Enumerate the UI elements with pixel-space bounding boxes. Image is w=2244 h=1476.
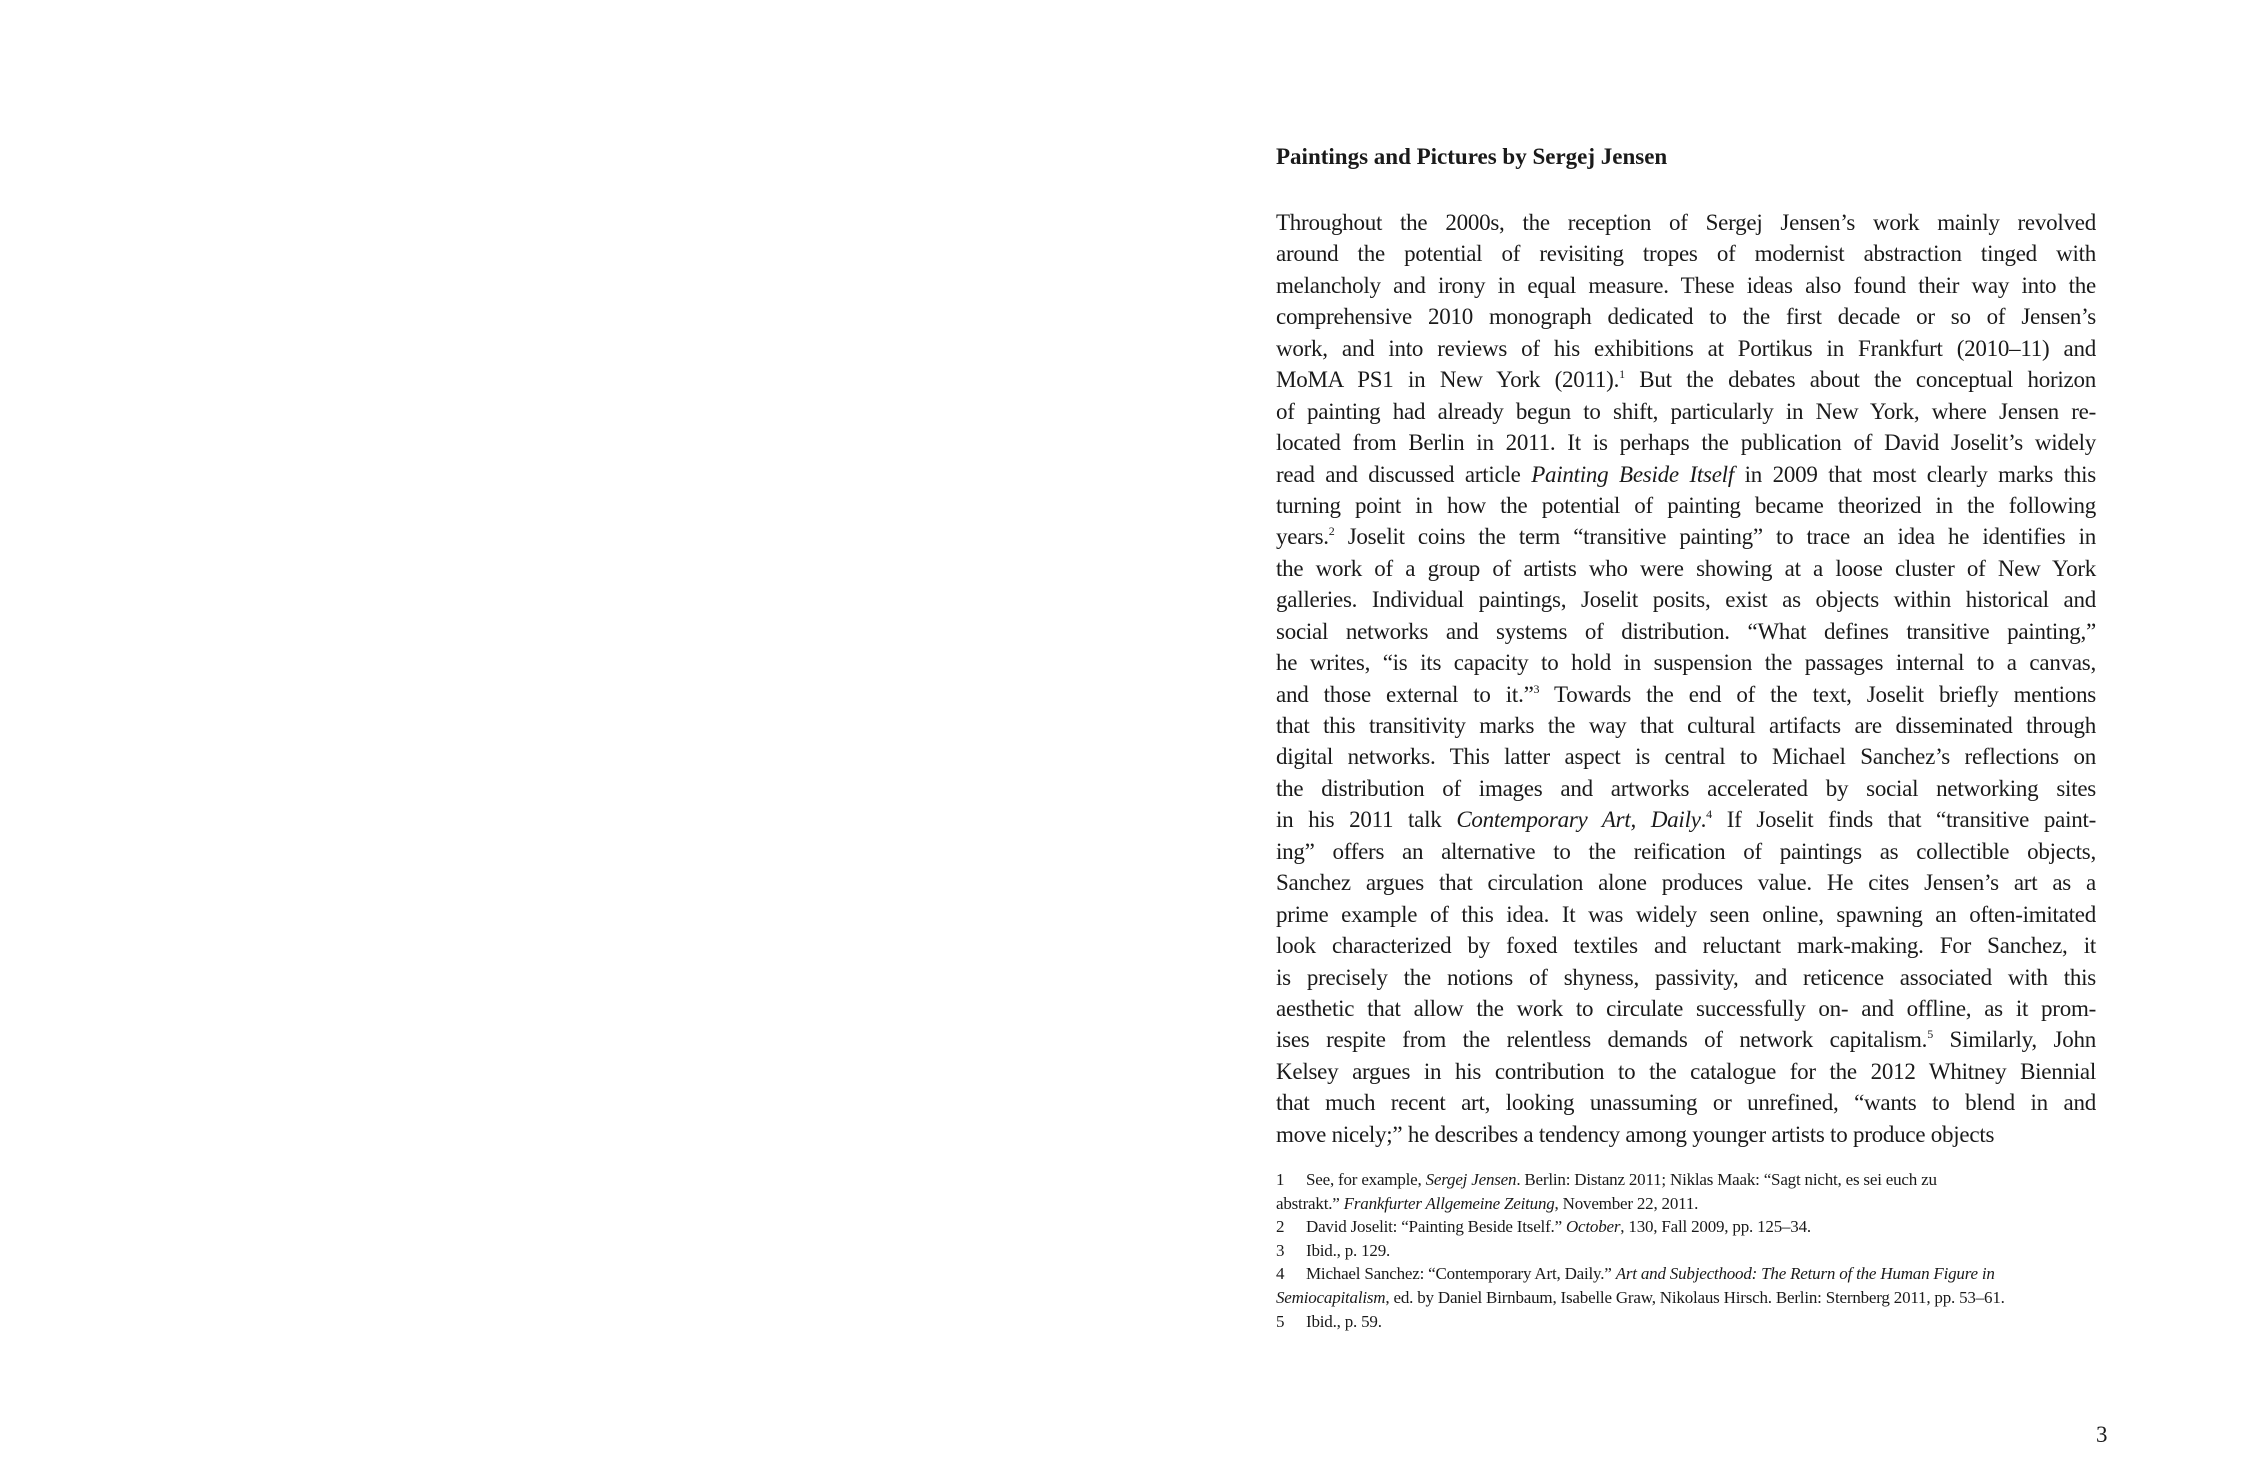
footnote-reference: 4 (1706, 807, 1712, 822)
text-run: social networks and systems of distribution. “What defines transitive painting,” (1276, 618, 2096, 644)
text-run: ises respite from the relentless demands of network capitalism. (1276, 1027, 1928, 1053)
body-line (1276, 836, 2096, 867)
footnote-line (1276, 1215, 2106, 1239)
text-run: years. (1276, 524, 1329, 550)
text-run: is precisely the notions of shyness, passivity, and reticence associated with this (1276, 964, 2096, 990)
text-run: , ed. by Daniel Birnbaum, Isabelle Graw, Nikolaus Hirsch. Berlin: Sternberg 2011, pp. 53–61. (1385, 1287, 2005, 1307)
body-line (1276, 710, 2096, 741)
body-line (1276, 962, 2096, 993)
text-run: digital networks. This latter aspect is central to Michael Sanchez’s reflections on (1276, 744, 2096, 770)
article-body (1276, 207, 2096, 1150)
italic-title: Semiocapitalism (1276, 1287, 1386, 1307)
text-run: in 2009 that most clearly marks this (1733, 461, 2097, 487)
text-run: Ibid., p. 129. (1306, 1240, 1391, 1260)
text-run: prime example of this idea. It was widely seen online, spawning an often-imitated (1276, 901, 2096, 927)
footnote-line (1276, 1262, 2106, 1286)
text-run: Towards the end of the text, Joselit briefly mentions (1539, 681, 2096, 707)
body-line (1276, 301, 2096, 332)
body-line (1276, 1087, 2096, 1118)
body-line (1276, 1024, 2096, 1055)
body-line (1276, 270, 2096, 301)
body-line (1276, 427, 2096, 458)
text-run: that much recent art, looking unassuming or unrefined, “wants to blend in and (1276, 1090, 2096, 1116)
footnote-line (1276, 1192, 2106, 1216)
text-run: ing” offers an alternative to the reification of paintings as collectible objects, (1276, 838, 2096, 864)
footnote-number: 5 (1276, 1311, 1285, 1331)
footnote-line (1276, 1286, 2106, 1310)
body-line (1276, 679, 2096, 710)
text-run: , 130, Fall 2009, pp. 125–34. (1620, 1217, 1811, 1237)
text-run: that this transitivity marks the way that cultural artifacts are disseminated through (1276, 713, 2096, 738)
footnotes (1276, 1168, 2106, 1333)
text-run: melancholy and irony in equal measure. These ideas also found their way into the (1276, 272, 2096, 298)
body-line (1276, 459, 2096, 490)
text-run: galleries. Individual paintings, Joselit posits, exist as objects within historical and (1276, 587, 2096, 613)
text-run: turning point in how the potential of painting became theorized in the following (1276, 492, 2096, 518)
text-run: . (1700, 807, 1707, 833)
body-line (1276, 867, 2096, 898)
text-run: But the debates about the conceptual horizon (1624, 367, 2096, 393)
text-run: and those external to it.” (1276, 681, 1534, 707)
footnote-reference: 2 (1328, 524, 1335, 539)
body-line (1276, 804, 2096, 835)
text-run: around the potential of revisiting tropes of modernist abstraction tinged with (1276, 241, 2096, 267)
text-run: of painting had already begun to shift, particularly in New York, where Jensen re- (1276, 398, 2096, 424)
footnote-reference: 3 (1533, 681, 1540, 696)
body-line (1276, 1119, 2096, 1150)
article-title: Paintings and Pictures by Sergej Jensen (1276, 144, 1668, 169)
text-run: the work of a group of artists who were showing at a loose cluster of New York (1276, 555, 2096, 581)
italic-title: October (1565, 1217, 1621, 1237)
text-run: Michael Sanchez: “Contemporary Art, Daily.” (1306, 1264, 1616, 1284)
text-run: move nicely;” he describes a tendency among younger artists to produce objects (1276, 1121, 1995, 1147)
text-run: Similarly, John (1932, 1027, 2096, 1053)
text-run: MoMA PS1 in New York (2011). (1276, 367, 1620, 393)
text-run: read and discussed article (1276, 461, 1532, 487)
italic-title: Sergej Jensen (1425, 1170, 1517, 1189)
text-run: he writes, “is its capacity to hold in suspension the passages internal to a canvas, (1276, 650, 2096, 676)
footnote-reference: 1 (1619, 367, 1625, 382)
text-run: If Joselit finds that “transitive paint- (1711, 807, 2097, 833)
text-run: in his 2011 talk (1276, 807, 1457, 833)
text-run: . Berlin: Distanz 2011; Niklas Maak: “Sagt nicht, es sei euch zu (1516, 1170, 1937, 1189)
body-line (1276, 584, 2096, 615)
footnote-reference: 5 (1927, 1027, 1933, 1042)
text-run: abstrakt.” (1276, 1193, 1344, 1213)
body-line (1276, 364, 2096, 395)
text-run: the distribution of images and artworks accelerated by social networking sites (1276, 775, 2096, 801)
text-run: Ibid., p. 59. (1306, 1311, 1382, 1331)
footnote-line (1276, 1310, 2106, 1334)
text-run: aesthetic that allow the work to circulate successfully on- and offline, as it prom- (1276, 995, 2096, 1021)
italic-title: Art and Subjecthood: The Return of the Human Figure in (1615, 1264, 1995, 1284)
body-line (1276, 930, 2096, 961)
body-line (1276, 333, 2096, 364)
body-line (1276, 741, 2096, 772)
text-run: See, for example, (1306, 1170, 1426, 1189)
italic-title: Painting Beside Itself (1531, 461, 1734, 487)
italic-title: Frankfurter Allgemeine Zeitung (1343, 1193, 1555, 1213)
text-run: , November 22, 2011. (1554, 1193, 1699, 1213)
text-run: located from Berlin in 2011. It is perhaps the publication of David Joselit’s widely (1276, 430, 2096, 456)
body-line (1276, 899, 2096, 930)
footnote-number: 1 (1276, 1170, 1285, 1189)
text-run: comprehensive 2010 monograph dedicated to the first decade or so of Jensen’s (1276, 304, 2096, 330)
body-line (1276, 521, 2096, 552)
footnote-number: 4 (1276, 1264, 1285, 1284)
body-line (1276, 396, 2096, 427)
footnote-line (1276, 1239, 2106, 1263)
text-run: Throughout the 2000s, the reception of Sergej Jensen’s work mainly revolved (1276, 210, 2096, 235)
footnote-number: 3 (1276, 1240, 1285, 1260)
body-line (1276, 993, 2096, 1024)
body-line (1276, 647, 2096, 678)
text-run: Joselit coins the term “transitive painting” to trace an idea he identifies in (1334, 524, 2096, 550)
body-line (1276, 553, 2096, 584)
body-line (1276, 1056, 2096, 1087)
text-run: look characterized by foxed textiles and reluctant mark-making. For Sanchez, it (1276, 933, 2096, 959)
text-run: David Joselit: “Painting Beside Itself.” (1306, 1217, 1566, 1237)
footnote-line (1276, 1168, 2106, 1192)
footnote-number: 2 (1276, 1217, 1285, 1237)
body-line (1276, 773, 2096, 804)
text-run: Sanchez argues that circulation alone produces value. He cites Jensen’s art as a (1276, 870, 2096, 896)
italic-title: Contemporary Art, Daily (1456, 807, 1701, 833)
body-line (1276, 490, 2096, 521)
body-line (1276, 238, 2096, 269)
body-line (1276, 616, 2096, 647)
text-run: Kelsey argues in his contribution to the catalogue for the 2012 Whitney Biennial (1276, 1058, 2096, 1084)
body-line (1276, 207, 2096, 238)
text-run: work, and into reviews of his exhibitions at Portikus in Frankfurt (2010–11) and (1276, 335, 2096, 361)
page-number: 3 (2096, 1422, 2108, 1447)
